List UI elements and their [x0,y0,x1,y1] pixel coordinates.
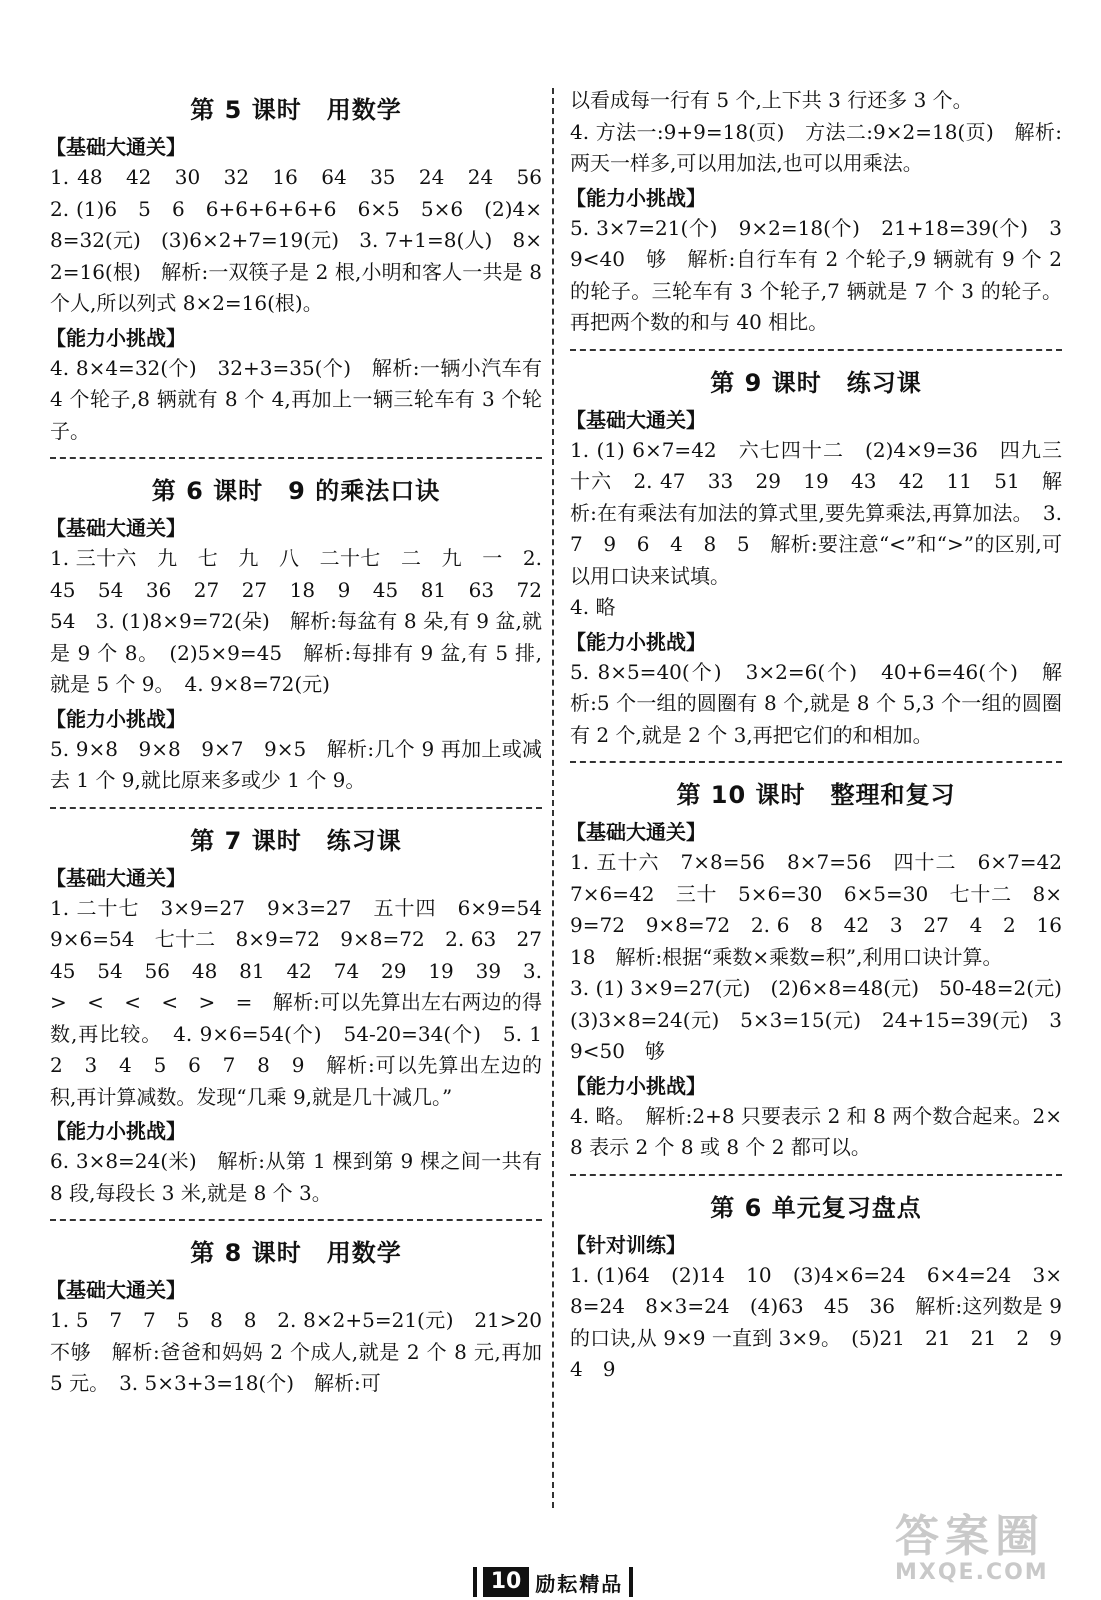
answer-paragraph: 6. 3×8=24(米) 解析:从第 1 棵到第 9 棵之间一共有 8 段,每段长 3 米,就是 8 个 3。 [50,1149,542,1205]
section-separator [570,349,1062,351]
watermark-logo [895,1500,1095,1596]
section-separator [570,761,1062,763]
subsection-heading: 【针对训练】 [566,1232,686,1257]
section-separator [50,807,542,809]
left-column [46,78,562,1400]
answer-paragraph: 4. 8×4=32(个) 32+3=35(个) 解析:一辆小汽车有 4 个轮子,8 辆就有 8 个 4,再加上一辆三轮车有 3 个轮子。 [50,355,542,443]
subsection-heading: 【能力小挑战】 [566,185,706,210]
page-footer [458,1565,648,1599]
answer-paragraph: 4. 略。 解析:2+8 只要表示 2 和 8 两个数合起来。2×8 表示 2 个 8 或 8 个 2 都可以。 [570,1103,1062,1159]
footer-bar-right [629,1567,633,1597]
watermark-text: 答案圈 [895,1511,1045,1562]
subsection-heading: 【能力小挑战】 [46,1119,186,1143]
right-column [566,85,1082,1386]
subsection-heading: 【能力小挑战】 [46,325,186,350]
section-title: 第 7 课时 练习课 [190,826,402,855]
subsection-heading: 【基础大通关】 [46,135,186,159]
answer-paragraph: 1. 48 42 30 32 16 64 35 24 24 56 2. (1)6 5 6 6+6+6+6+6 6×5 5×6 (2)4×8=32(元) (3)6×2+7=19(元) 3. 7+1=8(人) 8×2=16(根) 解析:一双筷子是 2 根,小明和客人一共是 8 个人,所以列式 8×2=16(根)。 [50,165,562,315]
answer-paragraph: 1. (1)64 (2)14 10 (3)4×6=24 6×4=24 3×8=24 8×3=24 (4)63 45 36 解析:这列数是 9 的口诀,从 9×9 一直到 3×9。 (5)21 21 21 2 9 4 9 [570,1262,1082,1381]
answer-paragraph: 1. 五十六 7×8=56 8×7=56 四十二 6×7=42 7×6=42 三十 5×6=30 6×5=30 七十二 8×9=72 9×8=72 2. 6 8 42 3 27 4 2 16 18 解析:根据“乘数×乘数=积”,利用口诀计算。 [570,850,1082,969]
answer-paragraph: 1. 5 7 7 5 8 8 2. 8×2+5=21(元) 21>20 不够 解析:爸爸和妈妈 2 个成人,就是 2 个 8 元,再加 5 元。 3. 5×3+3=18(个) 解析:可 [50,1308,562,1395]
subsection-heading: 【能力小挑战】 [566,1073,706,1098]
brand-label: 励耘精品 [535,1571,624,1596]
subsection-heading: 【能力小挑战】 [46,706,186,731]
answer-paragraph: 1. (1) 6×7=42 六七四十二 (2)4×9=36 四九三十六 2. 47 33 29 19 43 42 11 51 解析:在有乘法有加法的算式里,要先算乘法,再算加法。 3. 7 9 6 4 8 5 解析:要注意“<”和“>”的区别,可以用口诀来试填。 [570,437,1062,588]
answer-paragraph: 以看成每一行有 5 个,上下共 3 行还多 3 个。 [570,88,973,112]
answer-paragraph: 4. 方法一:9+9=18(页) 方法二:9×2=18(页) 解析:两天一样多,可以用加法,也可以用乘法。 [570,119,1062,175]
answer-paragraph: 4. 略 [570,595,616,619]
subsection-heading: 【基础大通关】 [566,820,706,844]
section-title: 第 6 单元复习盘点 [710,1193,922,1222]
section-title: 第 8 课时 用数学 [190,1239,402,1267]
answer-paragraph: 1. 三十六 九 七 九 八 二十七 二 九 一 2. 45 54 36 27 27 18 9 45 81 63 72 54 3. (1)8×9=72(朵) 解析:每盆有 8 朵,有 9 盆,就是 9 个 8。 (2)5×9=45 解析:每排有 9 盆,有 5 排,就是 5 个 9。 4. 9×8=72(元) [50,546,562,696]
footer-bar-left [473,1567,477,1597]
answer-paragraph: 1. 二十七 3×9=27 9×3=27 五十四 6×9=54 9×6=54 七十二 8×9=72 9×8=72 2. 63 27 45 54 56 48 81 42 74 29 19 39 3. > < < < > = 解析:可以先算出左右两边的得数,再比较。 4. 9×6=54(个) 54-20=34(个) 5. 1 2 3 4 5 6 7 8 9 解析:可以先算出左边的积,再计算减数。发现“几乘 9,就是几十减几。” [50,895,562,1109]
section-separator [50,457,542,459]
section-separator [570,1174,1062,1176]
section-title: 第 10 课时 整理和复习 [676,781,956,809]
answer-paragraph: 5. 9×8 9×8 9×7 9×5 解析:几个 9 再加上或减去 1 个 9,就比原来多或少 1 个 9。 [50,736,542,792]
subsection-heading: 【基础大通关】 [46,516,186,540]
section-separator [50,1219,542,1221]
answer-paragraph: 3. (1) 3×9=27(元) (2)6×8=48(元) 50-48=2(元) (3)3×8=24(元) 5×3=15(元) 24+15=39(元) 39<50 够 [570,976,1082,1063]
section-title: 第 5 课时 用数学 [190,96,402,124]
answer-paragraph: 5. 8×5=40(个) 3×2=6(个) 40+6=46(个) 解析:5 个一组的圆圈有 8 个,就是 8 个 5,3 个一组的圆圈有 2 个,就是 2 个 3,再把它们的和相加。 [570,659,1062,747]
subsection-heading: 【基础大通关】 [566,407,706,432]
page-number: 10 [483,1567,530,1597]
subsection-heading: 【基础大通关】 [46,865,186,890]
watermark-url: MXQE.COM [895,1560,1049,1585]
subsection-heading: 【基础大通关】 [46,1278,186,1302]
column-divider [552,88,554,1508]
section-title: 第 9 课时 练习课 [710,368,922,397]
answer-paragraph: 5. 3×7=21(个) 9×2=18(个) 21+18=39(个) 39<40 够 解析:自行车有 2 个轮子,9 辆就有 9 个 2 的轮子。三轮车有 3 个轮子,7 辆就是 7 个 3 的轮子。再把两个数的和与 40 相比。 [570,215,1062,334]
section-title: 第 6 课时 9 的乘法口诀 [151,477,441,505]
subsection-heading: 【能力小挑战】 [566,629,706,654]
